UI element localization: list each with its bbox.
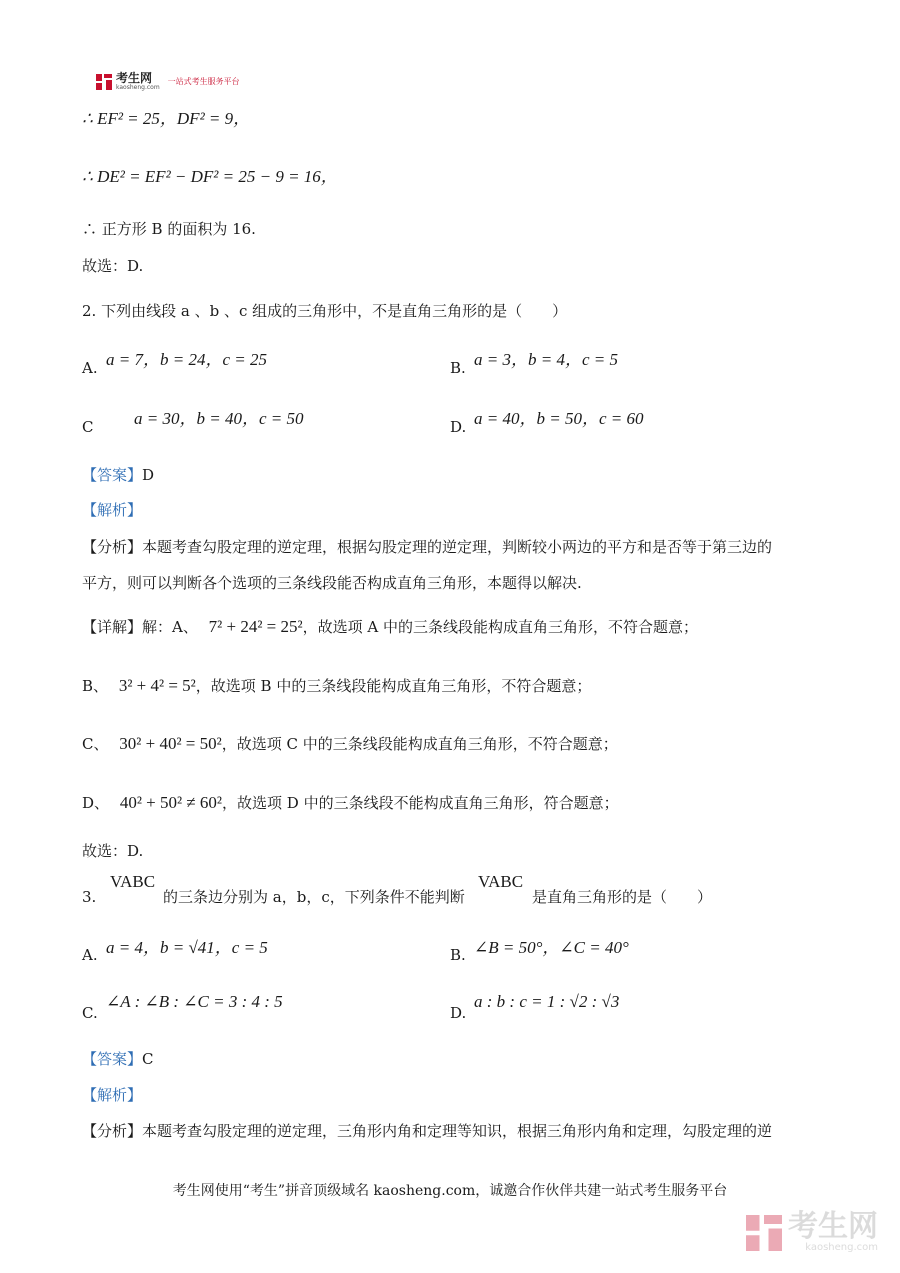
q3-triangle-2: VABC [478, 872, 524, 891]
q3-analysis-tag: 【解析】 [82, 1086, 143, 1104]
solution-line-4: 故选：D. [82, 257, 144, 275]
q2-option-d: a = 40，b = 50，c = 60 [474, 409, 644, 428]
q2-detail-b-math: 3² + 4² = 5² [118, 676, 196, 695]
q3-option-b-label: B. [450, 946, 466, 964]
q3-answer [82, 1049, 154, 1069]
q2-option-b: a = 3，b = 4，c = 5 [474, 350, 618, 369]
q3-option-a: a = 4，b = √41，c = 5 [106, 938, 268, 957]
q2-fenxi-text-1: 本题考查勾股定理的逆定理，根据勾股定理的逆定理，判断较小两边的平方和是否等于第三边的 [142, 538, 773, 556]
q2-fenxi-line-2: 平方，则可以判断各个选项的三条线段能否构成直角三角形，本题得以解决. [82, 574, 582, 592]
solution-line-1: ∴ EF² = 25，DF² = 9， [82, 109, 251, 128]
q2-analysis-tag: 【解析】 [82, 501, 143, 519]
q2-detail-a-math: 7² + 24² = 25² [208, 617, 303, 636]
q3-option-d: a : b : c = 1 : √2 : √3 [474, 992, 620, 1011]
q2-option-c-label: C [82, 418, 94, 436]
q2-stem-text: 下列由线段 a 、b 、c 组成的三角形中，不是直角三角形的是（ ） [101, 302, 568, 320]
solution-line-2: ∴ DE² = EF² − DF² = 25 − 9 = 16， [82, 167, 338, 186]
q3-option-c-label: C. [82, 1004, 98, 1022]
q2-stem [82, 301, 567, 321]
q3-stem-end: 是直角三角形的是（ ） [532, 888, 713, 906]
q2-option-a: a = 7，b = 24，c = 25 [106, 350, 267, 369]
q2-detail-d [82, 793, 619, 813]
q2-fenxi-tag: 【分析】 [82, 538, 143, 556]
logo-name: 考生网 [116, 71, 153, 85]
watermark-logo-icon [746, 1215, 782, 1251]
watermark-domain: kaosheng.com [805, 1242, 878, 1253]
q2-detail-a-prefix: 解：A、 [142, 618, 198, 636]
header-logo [96, 72, 240, 91]
q3-stem-mid: 的三条边分别为 a，b，c，下列条件不能判断 [163, 888, 465, 906]
q2-detail-c-prefix: C、 [82, 735, 109, 753]
q3-triangle-1: VABC [110, 872, 156, 891]
q2-answer-tag: 【答案】 [82, 466, 143, 484]
q2-detail-b [82, 676, 591, 696]
q3-option-b: ∠B = 50°，∠C = 40° [474, 938, 629, 957]
q2-detail-c-text: ，故选项 C 中的三条线段能构成直角三角形，不符合题意； [221, 735, 618, 753]
q2-detail-c-math: 30² + 40² = 50² [119, 734, 222, 753]
q2-fenxi-line-1 [82, 537, 772, 557]
q3-answer-tag: 【答案】 [82, 1050, 143, 1068]
q2-detail-d-math: 40² + 50² ≠ 60² [119, 793, 223, 812]
q3-fenxi-text-1: 本题考查勾股定理的逆定理，三角形内角和定理等知识，根据三角形内角和定理，勾股定理的逆 [142, 1122, 773, 1140]
logo-domain: kaosheng.com [116, 84, 160, 91]
q2-number: 2. [82, 302, 97, 320]
q2-conclusion: 故选：D. [82, 842, 144, 860]
q3-option-d-label: D. [450, 1004, 467, 1022]
q3-option-c: ∠A : ∠B : ∠C = 3 : 4 : 5 [106, 992, 283, 1011]
q3-number: 3. [82, 888, 97, 906]
q2-detail-a-text: ，故选项 A 中的三条线段能构成直角三角形，不符合题意； [302, 618, 698, 636]
q3-option-a-label: A. [82, 946, 98, 964]
q3-fenxi-line-1 [82, 1121, 772, 1141]
q2-detail-a [82, 617, 698, 637]
page-footer: 考生网使用“考生”拼音顶级域名 kaosheng.com，诚邀合作伙伴共建一站式考生服务平台 [172, 1183, 728, 1199]
q2-detail-d-prefix: D、 [82, 794, 110, 812]
q2-detail-b-prefix: B、 [82, 677, 109, 695]
q2-option-c: a = 30，b = 40，c = 50 [134, 409, 304, 428]
q2-option-b-label: B. [450, 359, 466, 377]
q2-answer [82, 465, 154, 485]
q2-option-a-label: A. [82, 359, 98, 377]
q2-detail-b-text: ，故选项 B 中的三条线段能构成直角三角形，不符合题意； [195, 677, 592, 695]
q2-detail-tag: 【详解】 [82, 618, 143, 636]
q3-answer-value: C [142, 1050, 154, 1068]
kaosheng-logo-icon [96, 74, 112, 90]
watermark [746, 1209, 878, 1253]
q2-detail-d-text: ，故选项 D 中的三条线段不能构成直角三角形，符合题意； [222, 794, 619, 812]
q2-option-d-label: D. [450, 418, 467, 436]
watermark-name: 考生网 [788, 1209, 878, 1244]
q2-detail-c [82, 734, 618, 754]
header-slogan: 一站式考生服务平台 [167, 77, 240, 86]
q2-answer-value: D [142, 466, 155, 484]
q3-fenxi-tag: 【分析】 [82, 1122, 143, 1140]
solution-line-3: ∴ 正方形 B 的面积为 16. [82, 220, 256, 238]
